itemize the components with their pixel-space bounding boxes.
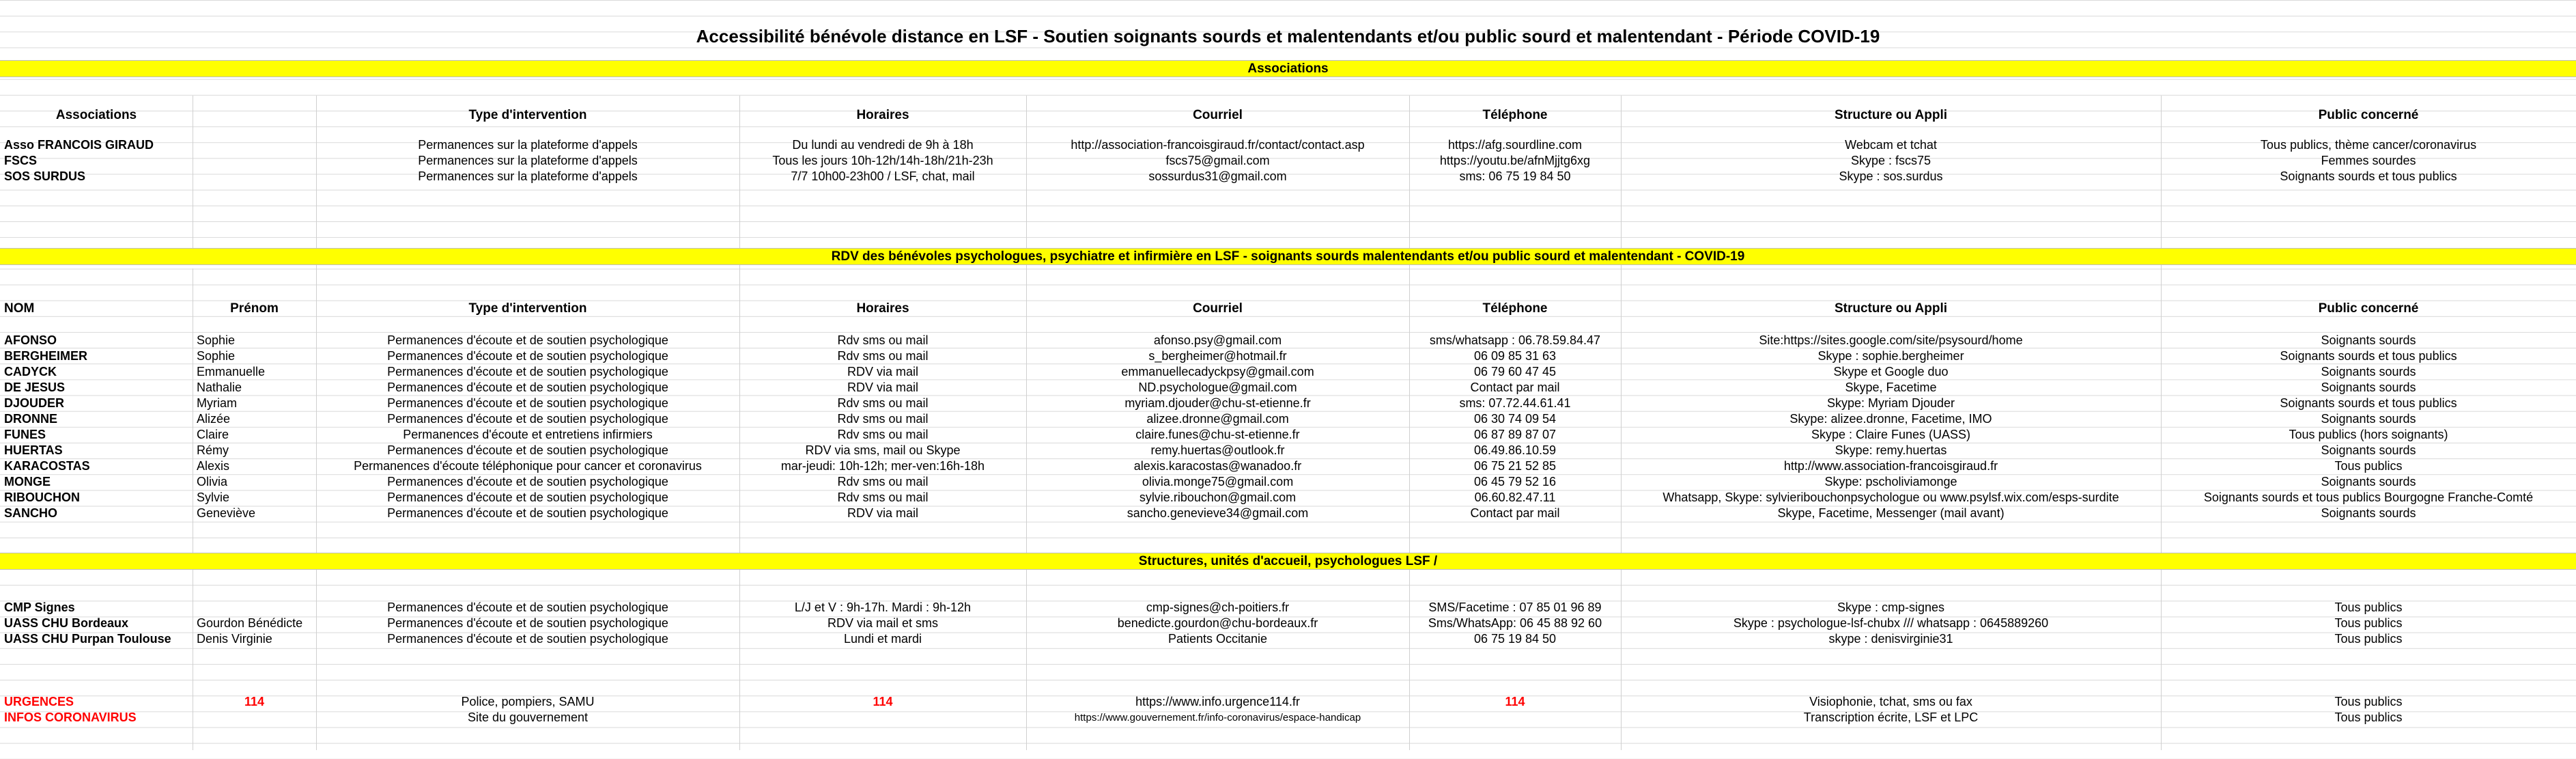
- table-cell[interactable]: Soignants sourds: [2321, 365, 2416, 378]
- header-cell[interactable]: Prénom: [230, 301, 279, 316]
- table-cell[interactable]: Soignants sourds et tous publics: [2280, 349, 2457, 363]
- table-cell[interactable]: Myriam: [197, 396, 237, 410]
- table-cell[interactable]: 06 75 21 52 85: [1473, 459, 1557, 473]
- table-cell[interactable]: RDV via mail: [847, 365, 919, 378]
- header-cell[interactable]: Type d'intervention: [468, 108, 587, 122]
- table-cell[interactable]: benedicte.gourdon@chu-bordeaux.fr: [1117, 616, 1318, 630]
- table-cell[interactable]: Tous publics: [2334, 710, 2403, 724]
- table-cell[interactable]: DRONNE: [4, 412, 58, 426]
- header-cell[interactable]: Téléphone: [1482, 108, 1548, 122]
- table-cell[interactable]: https://www.gouvernement.fr/info-coronavirus/espace-handicap: [1074, 712, 1361, 723]
- table-cell[interactable]: Rdv sms ou mail: [837, 396, 929, 410]
- table-cell[interactable]: RDV via mail: [847, 506, 919, 520]
- table-cell[interactable]: Permanences d'écoute et de soutien psychologique: [387, 365, 668, 378]
- table-cell[interactable]: Patients Occitanie: [1167, 632, 1268, 646]
- table-row: [0, 169, 2576, 184]
- table-cell[interactable]: L/J et V : 9h-17h. Mardi : 9h-12h: [794, 601, 972, 614]
- table-cell[interactable]: Permanences d'écoute et de soutien psychologique: [387, 491, 668, 504]
- table-cell[interactable]: Alexis: [197, 459, 230, 473]
- table-cell[interactable]: olivia.monge75@gmail.com: [1142, 475, 1294, 488]
- table-cell[interactable]: Skype : sos.surdus: [1839, 169, 1943, 183]
- table-cell[interactable]: Skype : fscs75: [1850, 154, 1931, 167]
- table-cell[interactable]: Femmes sourdes: [2321, 154, 2416, 167]
- table-cell[interactable]: Soignants sourds: [2321, 412, 2416, 426]
- table-cell[interactable]: Skype: pscholiviamonge: [1824, 475, 1957, 488]
- table-cell[interactable]: Permanences d'écoute et de soutien psychologique: [387, 475, 668, 488]
- table-cell[interactable]: 06 87 89 87 07: [1473, 428, 1557, 441]
- table-cell[interactable]: Skype, Facetime: [1845, 381, 1937, 394]
- table-cell[interactable]: 06 75 19 84 50: [1473, 632, 1557, 646]
- table-cell[interactable]: alizee.dronne@gmail.com: [1146, 412, 1289, 426]
- table-cell[interactable]: RIBOUCHON: [4, 491, 80, 504]
- table-row: [0, 490, 2576, 506]
- table-cell[interactable]: 7/7 10h00-23h00 / LSF, chat, mail: [791, 169, 975, 183]
- table-cell[interactable]: afonso.psy@gmail.com: [1153, 333, 1282, 347]
- table-cell[interactable]: Whatsapp, Skype: sylvieribouchonpsychologue ou www.psylsf.wix.com/esps-surdite: [1662, 491, 2119, 504]
- table-cell[interactable]: Tous publics: [2334, 695, 2403, 708]
- table-cell[interactable]: Tous publics: [2334, 601, 2403, 614]
- table-cell[interactable]: Olivia: [197, 475, 228, 488]
- header-cell[interactable]: Téléphone: [1482, 301, 1548, 316]
- table-cell[interactable]: Soignants sourds et tous publics Bourgogne Franche-Comté: [2203, 491, 2534, 504]
- table-cell[interactable]: Skype: Myriam Djouder: [1826, 396, 1955, 410]
- table-cell[interactable]: CMP Signes: [4, 601, 75, 614]
- table-cell[interactable]: Skype: alizee.dronne, Facetime, IMO: [1789, 412, 1992, 426]
- header-cell[interactable]: Horaires: [856, 108, 909, 122]
- header-row-associations: [0, 107, 2576, 123]
- table-cell[interactable]: Soignants sourds et tous publics: [2280, 169, 2457, 183]
- section-band-rdv: RDV des bénévoles psychologues, psychiatre et infirmière en LSF - soignants sourds malentendants et/ou public sourd et malentendant - COVID-19: [0, 248, 2576, 265]
- table-cell[interactable]: sms: 06 75 19 84 50: [1459, 169, 1571, 183]
- table-cell[interactable]: Du lundi au vendredi de 9h à 18h: [792, 138, 974, 152]
- table-row: [0, 380, 2576, 396]
- table-cell[interactable]: Nathalie: [197, 381, 242, 394]
- section-band-structures: Structures, unités d'accueil, psychologues LSF /: [0, 553, 2576, 570]
- table-cell[interactable]: FUNES: [4, 428, 46, 441]
- table-cell[interactable]: RDV via sms, mail ou Skype: [805, 443, 961, 457]
- table-cell[interactable]: s_bergheimer@hotmail.fr: [1148, 349, 1287, 363]
- table-cell[interactable]: KARACOSTAS: [4, 459, 90, 473]
- table-cell[interactable]: sossurdus31@gmail.com: [1148, 169, 1287, 183]
- table-cell[interactable]: Lundi et mardi: [843, 632, 922, 646]
- header-cell[interactable]: Horaires: [856, 301, 909, 316]
- table-row: [0, 396, 2576, 411]
- table-cell[interactable]: Soignants sourds: [2321, 443, 2416, 457]
- table-row: [0, 506, 2576, 521]
- table-cell[interactable]: CADYCK: [4, 365, 57, 378]
- table-cell[interactable]: RDV via mail: [847, 381, 919, 394]
- table-cell[interactable]: Skype : psychologue-lsf-chubx /// whatsapp : 0645889260: [1733, 616, 2049, 630]
- table-row-infos: [0, 710, 2576, 726]
- table-cell[interactable]: Contact par mail: [1470, 506, 1560, 520]
- table-cell[interactable]: Tous publics: [2334, 616, 2403, 630]
- table-cell[interactable]: Gourdon Bénédicte: [197, 616, 303, 630]
- table-cell[interactable]: 06 30 74 09 54: [1473, 412, 1557, 426]
- table-cell[interactable]: Tous publics (hors soignants): [2289, 428, 2448, 441]
- header-cell[interactable]: [193, 107, 316, 123]
- header-cell[interactable]: Courriel: [1193, 301, 1243, 316]
- table-cell[interactable]: remy.huertas@outlook.fr: [1150, 443, 1285, 457]
- table-cell[interactable]: Claire: [197, 428, 229, 441]
- sheet-title: Accessibilité bénévole distance en LSF - Soutien soignants sourds et malentendants et/ou public sourd et malentendant - Période COVID-19: [696, 26, 1880, 46]
- table-cell[interactable]: Rdv sms ou mail: [837, 491, 929, 504]
- table-cell[interactable]: Denis Virginie: [197, 632, 272, 646]
- table-cell[interactable]: Soignants sourds: [2321, 506, 2416, 520]
- section-band-associations: Associations: [0, 60, 2576, 77]
- table-cell[interactable]: SMS/Facetime : 07 85 01 96 89: [1428, 601, 1602, 614]
- table-row: [0, 137, 2576, 153]
- table-cell[interactable]: sancho.genevieve34@gmail.com: [1127, 506, 1309, 520]
- table-cell[interactable]: Permanences d'écoute et de soutien psychologique: [387, 396, 668, 410]
- header-cell[interactable]: Courriel: [1193, 108, 1243, 122]
- table-cell[interactable]: 06.60.82.47.11: [1474, 491, 1556, 504]
- table-cell[interactable]: Skype: remy.huertas: [1835, 443, 1947, 457]
- header-cell[interactable]: Associations: [55, 108, 137, 122]
- table-row: [0, 427, 2576, 443]
- table-cell[interactable]: Permanences d'écoute téléphonique pour cancer et coronavirus: [354, 459, 702, 473]
- table-cell[interactable]: Transcription écrite, LSF et LPC: [1803, 710, 1979, 724]
- table-row: [0, 631, 2576, 647]
- table-cell[interactable]: MONGE: [4, 475, 51, 488]
- table-cell[interactable]: Tous les jours 10h-12h/14h-18h/21h-23h: [772, 154, 993, 167]
- table-cell[interactable]: Skype : sophie.bergheimer: [1817, 349, 1964, 363]
- table-row: [0, 443, 2576, 458]
- table-cell[interactable]: Tous publics, thème cancer/coronavirus: [2260, 138, 2477, 152]
- table-row: [0, 616, 2576, 631]
- table-cell[interactable]: Rdv sms ou mail: [837, 333, 929, 347]
- header-cell[interactable]: NOM: [4, 301, 35, 316]
- table-cell[interactable]: 06 45 79 52 16: [1473, 475, 1557, 488]
- table-row: [0, 364, 2576, 380]
- table-cell[interactable]: 06 79 60 47 45: [1473, 365, 1557, 378]
- table-cell[interactable]: https://www.info.urgence114.fr: [1135, 695, 1300, 708]
- table-cell[interactable]: http://association-francoisgiraud.fr/contact/contact.asp: [1071, 138, 1365, 152]
- table-cell[interactable]: Site:https://sites.google.com/site/psysourd/home: [1759, 333, 2023, 347]
- header-cell[interactable]: Structure ou Appli: [1834, 108, 1948, 122]
- table-cell[interactable]: Soignants sourds et tous publics: [2280, 396, 2457, 410]
- table-cell[interactable]: Webcam et tchat: [1845, 138, 1937, 152]
- table-cell[interactable]: ND.psychologue@gmail.com: [1138, 381, 1297, 394]
- table-cell[interactable]: Permanences d'écoute et de soutien psychologique: [387, 506, 668, 520]
- table-cell[interactable]: Rdv sms ou mail: [837, 475, 929, 488]
- table-cell[interactable]: Permanences d'écoute et de soutien psychologique: [387, 412, 668, 426]
- table-cell[interactable]: Asso FRANCOIS GIRAUD: [4, 138, 154, 152]
- table-row: [0, 458, 2576, 474]
- table-cell[interactable]: mar-jeudi: 10h-12h; mer-ven:16h-18h: [780, 459, 985, 473]
- table-row: [0, 333, 2576, 348]
- table-cell[interactable]: [193, 600, 316, 616]
- table-cell[interactable]: Police, pompiers, SAMU: [461, 695, 595, 708]
- table-cell[interactable]: alexis.karacostas@wanadoo.fr: [1133, 459, 1302, 473]
- table-cell[interactable]: Rdv sms ou mail: [837, 349, 929, 363]
- header-cell[interactable]: Public concerné: [2318, 301, 2419, 316]
- table-cell[interactable]: emmanuellecadyckpsy@gmail.com: [1121, 365, 1314, 378]
- table-cell[interactable]: Rémy: [197, 443, 229, 457]
- table-cell[interactable]: DJOUDER: [4, 396, 65, 410]
- table-cell[interactable]: Permanences d'écoute et de soutien psychologique: [387, 381, 668, 394]
- table-cell[interactable]: fscs75@gmail.com: [1165, 154, 1270, 167]
- table-cell[interactable]: 114: [1505, 695, 1525, 708]
- table-cell[interactable]: https://afg.sourdline.com: [1447, 138, 1583, 152]
- table-cell[interactable]: Permanences d'écoute et entretiens infirmiers: [403, 428, 653, 441]
- table-cell[interactable]: cmp-signes@ch-poitiers.fr: [1146, 601, 1290, 614]
- table-cell[interactable]: 114: [873, 695, 893, 708]
- table-cell[interactable]: Tous publics: [2334, 459, 2403, 473]
- table-cell[interactable]: 114: [244, 695, 265, 708]
- table-cell[interactable]: Contact par mail: [1470, 381, 1560, 394]
- header-cell[interactable]: Structure ou Appli: [1834, 301, 1948, 316]
- table-cell[interactable]: myriam.djouder@chu-st-etienne.fr: [1124, 396, 1311, 410]
- table-cell[interactable]: Sophie: [197, 349, 236, 363]
- table-cell[interactable]: BERGHEIMER: [4, 349, 88, 363]
- table-cell[interactable]: Permanences d'écoute et de soutien psychologique: [387, 333, 668, 347]
- table-cell[interactable]: Permanences d'écoute et de soutien psychologique: [387, 443, 668, 457]
- table-cell[interactable]: AFONSO: [4, 333, 57, 347]
- table-cell[interactable]: Alizée: [197, 412, 231, 426]
- table-cell[interactable]: Geneviève: [197, 506, 256, 520]
- table-cell[interactable]: Skype et Google duo: [1833, 365, 1949, 378]
- table-cell[interactable]: http://www.association-francoisgiraud.fr: [1783, 459, 1998, 473]
- table-cell[interactable]: 06 09 85 31 63: [1473, 349, 1557, 363]
- table-cell[interactable]: Visiophonie, tchat, sms ou fax: [1809, 695, 1972, 708]
- table-row: [0, 474, 2576, 490]
- header-row-rdv: [0, 301, 2576, 316]
- table-cell[interactable]: RDV via mail et sms: [827, 616, 939, 630]
- table-cell[interactable]: Skype : Claire Funes (UASS): [1811, 428, 1971, 441]
- table-cell[interactable]: Site du gouvernement: [467, 710, 589, 724]
- table-cell[interactable]: Sophie: [197, 333, 236, 347]
- table-cell[interactable]: UASS CHU Bordeaux: [4, 616, 129, 630]
- table-row: [0, 411, 2576, 427]
- table-cell[interactable]: sms: 07.72.44.61.41: [1459, 396, 1571, 410]
- table-cell[interactable]: Permanences d'écoute et de soutien psychologique: [387, 349, 668, 363]
- table-cell[interactable]: Emmanuelle: [197, 365, 266, 378]
- table-cell[interactable]: https://youtu.be/afnMjjtg6xg: [1439, 154, 1591, 167]
- table-cell[interactable]: URGENCES: [4, 695, 74, 708]
- table-cell[interactable]: Soignants sourds: [2321, 381, 2416, 394]
- table-cell[interactable]: DE JESUS: [4, 381, 66, 394]
- table-cell[interactable]: Skype : cmp-signes: [1837, 601, 1945, 614]
- table-cell[interactable]: Permanences d'écoute et de soutien psychologique: [387, 601, 668, 614]
- table-cell[interactable]: Sms/WhatsApp: 06 45 88 92 60: [1428, 616, 1602, 630]
- table-cell[interactable]: Tous publics: [2334, 632, 2403, 646]
- table-cell[interactable]: SOS SURDUS: [4, 169, 86, 183]
- table-cell[interactable]: Permanences d'écoute et de soutien psychologique: [387, 616, 668, 630]
- table-cell[interactable]: SANCHO: [4, 506, 58, 520]
- table-cell[interactable]: Rdv sms ou mail: [837, 428, 929, 441]
- table-cell[interactable]: Soignants sourds: [2321, 475, 2416, 488]
- table-cell[interactable]: Permanences d'écoute et de soutien psychologique: [387, 632, 668, 646]
- table-cell[interactable]: 06.49.86.10.59: [1473, 443, 1557, 457]
- table-cell[interactable]: INFOS CORONAVIRUS: [4, 710, 137, 724]
- table-cell[interactable]: Rdv sms ou mail: [837, 412, 929, 426]
- table-cell[interactable]: skype : denisvirginie31: [1828, 632, 1953, 646]
- table-cell[interactable]: UASS CHU Purpan Toulouse: [4, 632, 171, 646]
- table-cell[interactable]: sms/whatsapp : 06.78.59.84.47: [1429, 333, 1601, 347]
- table-cell[interactable]: FSCS: [4, 154, 38, 167]
- table-cell[interactable]: Permanences sur la plateforme d'appels: [418, 169, 638, 183]
- header-cell[interactable]: Type d'intervention: [468, 301, 587, 316]
- table-cell[interactable]: Permanences sur la plateforme d'appels: [418, 154, 638, 167]
- table-cell[interactable]: claire.funes@chu-st-etienne.fr: [1135, 428, 1300, 441]
- header-cell[interactable]: Public concerné: [2318, 108, 2419, 122]
- table-row: [0, 600, 2576, 616]
- table-row-urgences: [0, 694, 2576, 710]
- table-cell[interactable]: Skype, Facetime, Messenger (mail avant): [1777, 506, 2005, 520]
- table-cell[interactable]: sylvie.ribouchon@gmail.com: [1139, 491, 1297, 504]
- table-cell[interactable]: Soignants sourds: [2321, 333, 2416, 347]
- table-cell[interactable]: Permanences sur la plateforme d'appels: [418, 138, 638, 152]
- table-cell[interactable]: Sylvie: [197, 491, 230, 504]
- table-row: [0, 348, 2576, 364]
- table-cell[interactable]: HUERTAS: [4, 443, 63, 457]
- table-row: [0, 153, 2576, 169]
